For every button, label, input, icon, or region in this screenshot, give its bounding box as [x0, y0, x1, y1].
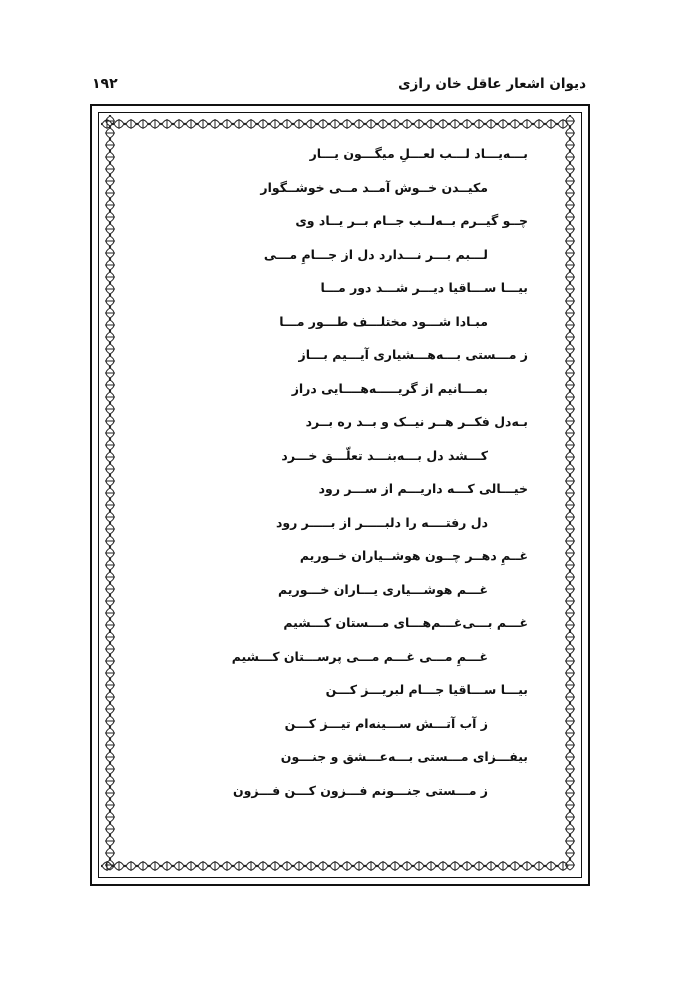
verse-line: خیـــالی کـــه داریـــم از ســـر رود: [318, 481, 528, 496]
verse-line: لـــبم بـــر نـــدارد دل از جـــامِ مـــی: [263, 247, 488, 262]
verse-line: ز مـــستی بـــه‌هـــشیاری آیـــیم بـــاز: [298, 347, 528, 362]
verse-line: غـــمِ مـــی غـــم مـــی پرســـتان کـــشیم: [231, 649, 488, 664]
verse-line: بیـــا ســـاقیا دیـــر شـــد دور مـــا: [320, 280, 528, 295]
verse-line: بـــه‌یـــاد لـــب لعـــلِ میگـــون یـــار: [309, 146, 528, 161]
book-title: دیوان اشعار عاقل خان رازی: [398, 76, 586, 92]
frame-ornament-right: [561, 115, 579, 875]
verse-line: ز مـــستی جنـــونم فـــزون کـــن فـــزون: [232, 783, 488, 798]
verse-line: بـه‌دل فکــر هــر نیــک و بــد ره بــرد: [305, 414, 528, 429]
verse-line: غـــم بـــی‌غـــم‌هـــای مـــستان کـــشیم: [283, 615, 528, 630]
verse-line: مکیــدن خــوش آمــد مــی خوشــگوار: [260, 180, 488, 195]
verse-line: غـــم هوشـــیاری یـــاران خـــوریم: [278, 582, 488, 597]
page-number: ۱۹۲: [92, 76, 118, 92]
verse-line: کـــشد دل بـــه‌بنـــد تعلّـــق خـــرد: [281, 448, 488, 463]
frame-ornament-top: [101, 115, 579, 133]
verse-line: غــمِ دهــر چــون هوشــیاران خــوریم: [299, 548, 528, 563]
frame-ornament-left: [101, 115, 119, 875]
verse-line: چــو گیــرم بــه‌لــب جــام بــر یــاد وی: [295, 213, 528, 228]
verse-line: بیفـــزای مـــستی بـــه‌عـــشق و جنـــون: [280, 749, 528, 764]
frame-ornament-bottom: [101, 857, 579, 875]
page-header: [92, 76, 586, 102]
verse-line: ز آب آتـــش ســـینه‌ام تیـــز کـــن: [284, 716, 488, 731]
verse-line: مبـادا شـــود مختلـــف طـــور مـــا: [279, 314, 488, 329]
verse-line: دل رفتــــه را دلبـــــر از بـــــر رود: [275, 515, 488, 530]
verse-line: بمـــانیم از گریـــــه‌هــــایی دراز: [291, 381, 488, 396]
verse-line: بیـــا ســـاقیا جـــام لبریـــز کـــن: [325, 682, 528, 697]
